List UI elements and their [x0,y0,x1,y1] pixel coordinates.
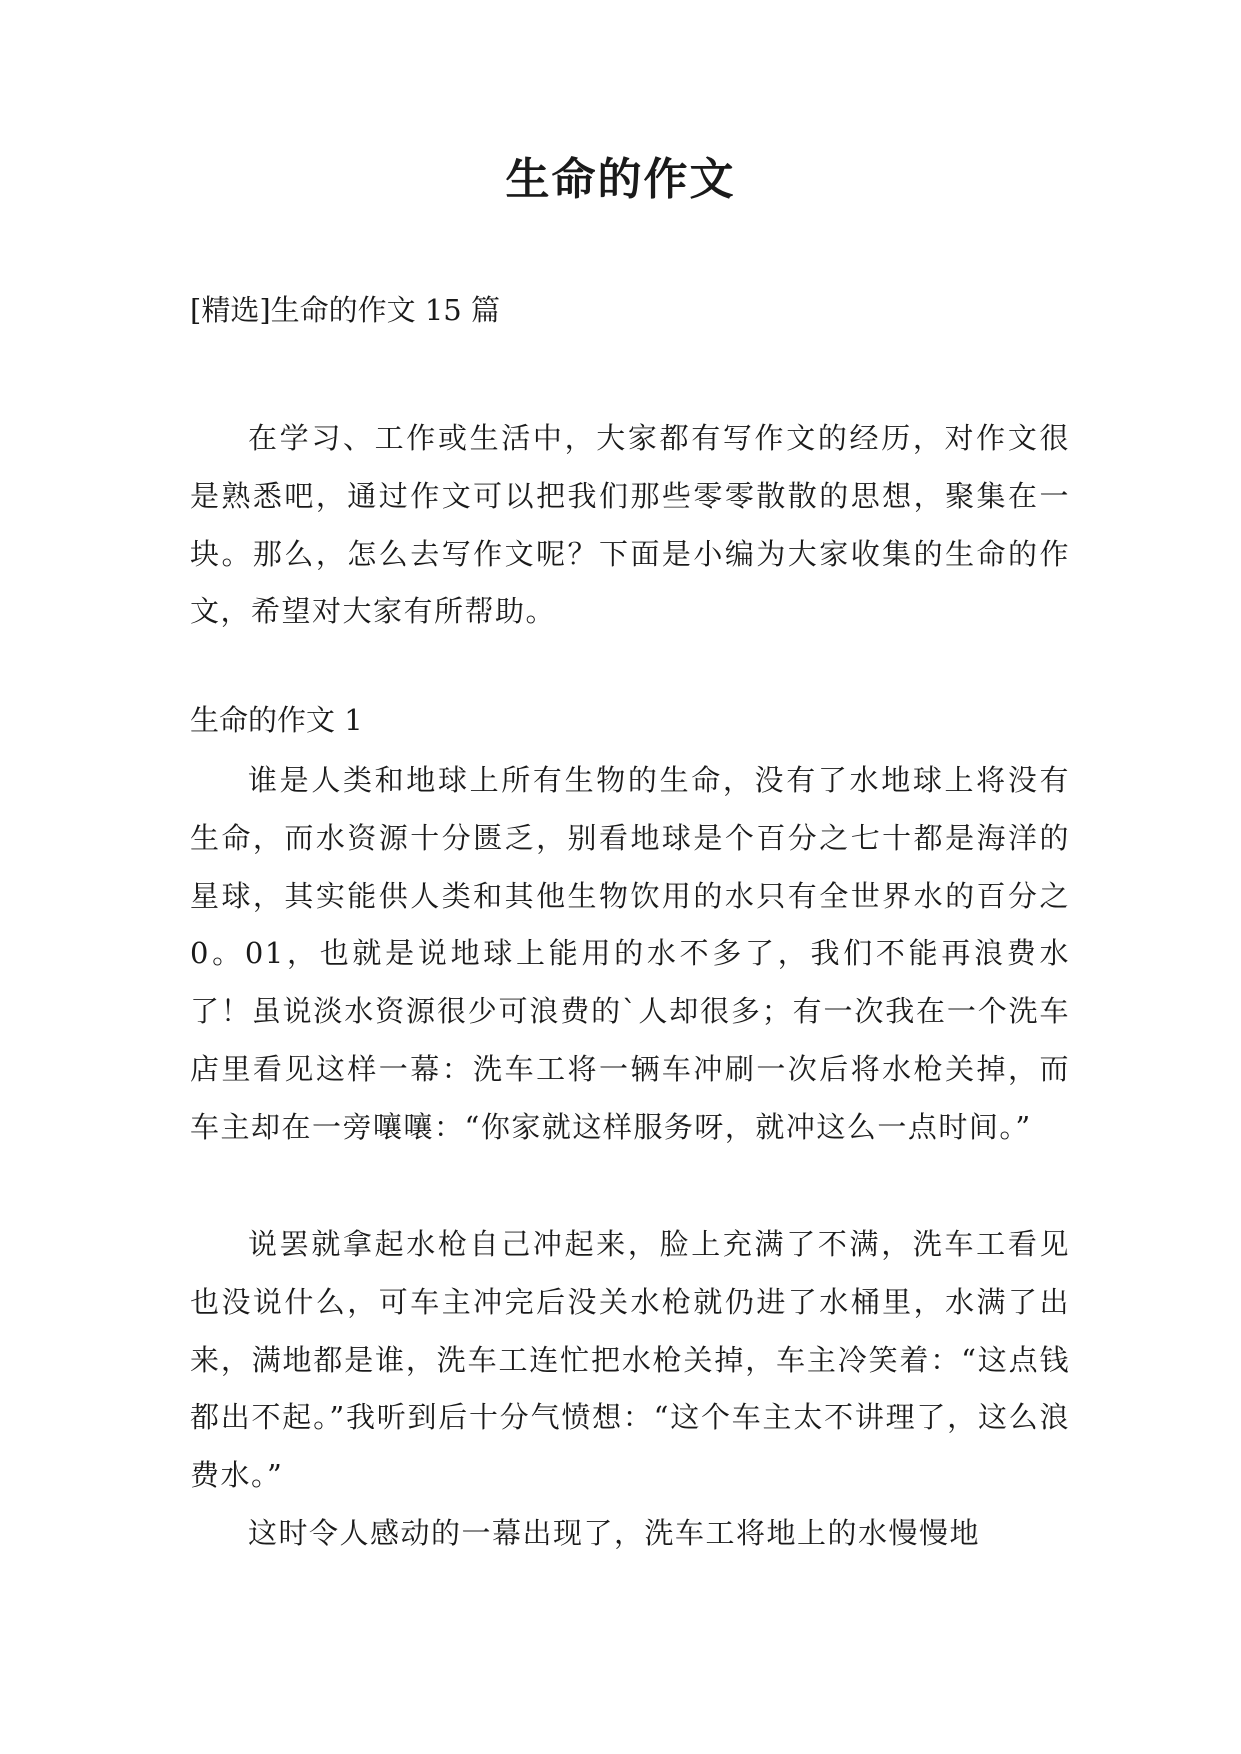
body-paragraph: 谁是人类和地球上所有生物的生命，没有了水地球上将没有生命，而水资源十分匮乏，别看地球是个百分之七十都是海洋的星球，其实能供人类和其他生物饮用的水只有全世界水的百分之 0。01，也就是说地球上能用的水不多了，我们不能再浪费水了！虽说淡水资源很少可浪费的`人却很多；有一次我在一个洗车店里看见这样一幕：洗车工将一辆车冲刷一次后将水枪关掉，而车主却在一旁嚷嚷：“你家就这样服务呀，就冲这么一点时间。” [190,763,1070,1144]
body-paragraph: 这时令人感动的一幕出现了，洗车工将地上的水慢慢地 [248,1516,981,1550]
document-subtitle: [精选]生命的作文 15 篇 [190,293,500,327]
intro-paragraph: 在学习、工作或生活中，大家都有写作文的经历，对作文很是熟悉吧，通过作文可以把我们那些零零散散的思想，聚集在一块。那么，怎么去写作文呢？下面是小编为大家收集的生命的作文，希望对大家有所帮助。 [190,421,1070,629]
document-title: 生命的作文 [505,154,736,205]
body-paragraph: 说罢就拿起水枪自己冲起来，脸上充满了不满，洗车工看见也没说什么，可车主冲完后没关水枪就仍进了水桶里，水满了出来，满地都是谁，洗车工连忙把水枪关掉，车主冷笑着：“这点钱都出不起。”我听到后十分气愤想：“这个车主太不讲理了，这么浪费水。” [190,1227,1070,1493]
section-heading: 生命的作文 1 [190,703,363,737]
